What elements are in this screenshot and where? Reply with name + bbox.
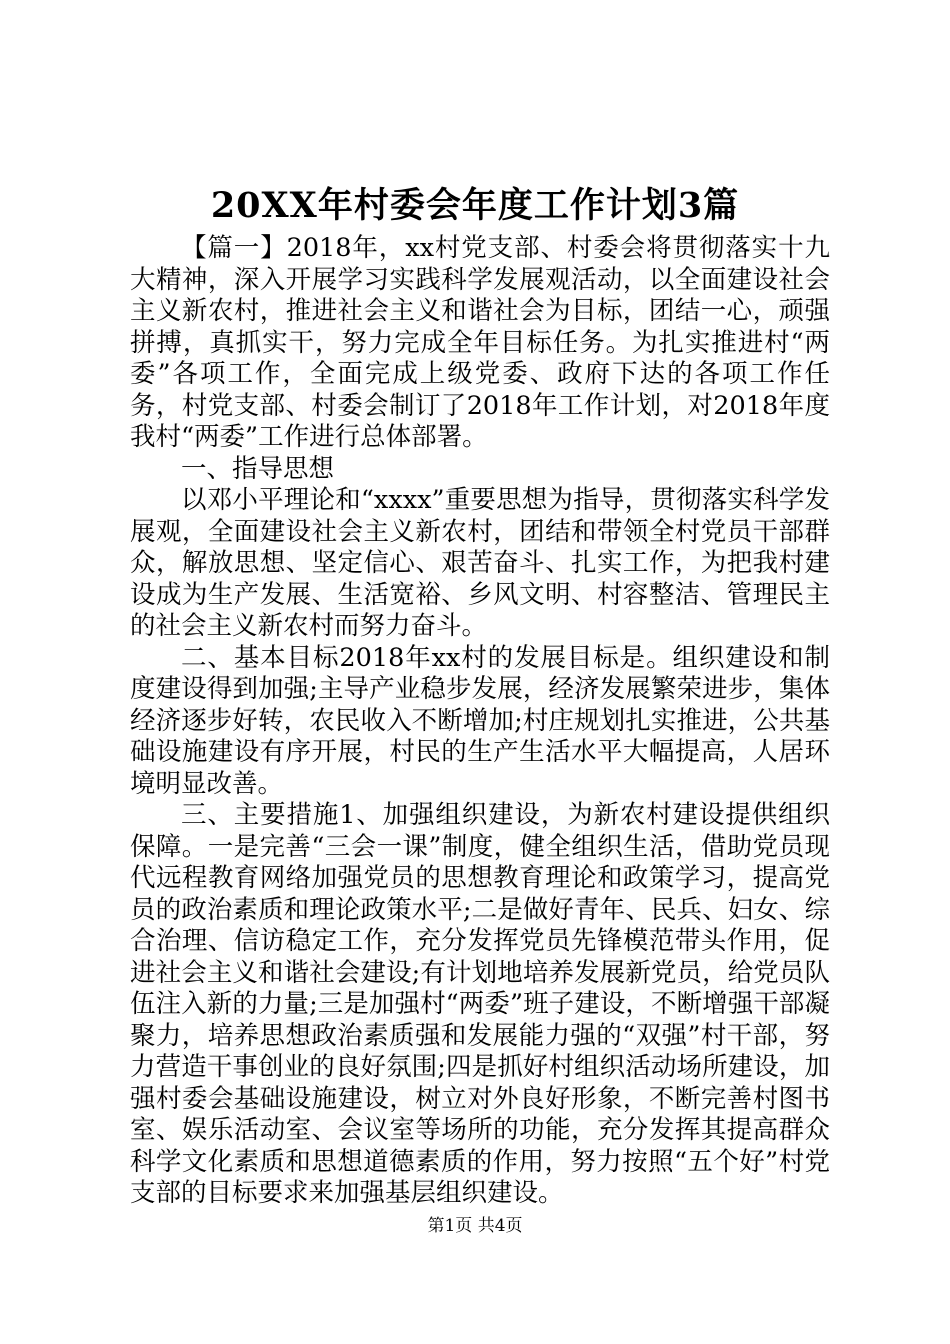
paragraph-intro: 【篇一】2018年，xx村党支部、村委会将贯彻落实十九大精神，深入开展学习实践科学发展观活动，以全面建设社会主义新农村，推进社会主义和谐社会为目标，团结一心，顽强拼搏，真抓实干，努力完成全年目标任务。为扎实推进村“两委”各项工作，全面完成上级党委、政府下达的各项工作任务，村党支部、村委会制订了2018年工作计划，对2018年度我村“两委”工作进行总体部署。 [130,233,830,452]
heading-guiding-ideology: 一、指导思想 [181,453,335,484]
document-body [130,233,830,1210]
paragraph-basic-goals: 二、基本目标2018年xx村的发展目标是。组织建设和制度建设得到加强;主导产业稳步发展，经济发展繁荣进步，集体经济逐步好转，农民收入不断增加;村庄规划扎实推进，公共基础设施建设有序开展，村民的生产生活水平大幅提高，人居环境明显改善。 [130,642,830,799]
paragraph-main-measures: 三、主要措施1、加强组织建设，为新农村建设提供组织保障。一是完善“三会一课”制度，健全组织生活，借助党员现代远程教育网络加强党员的思想教育理论和政策学习，提高党员的政治素质和理论政策水平;二是做好青年、民兵、妇女、综合治理、信访稳定工作，充分发挥党员先锋模范带头作用，促进社会主义和谐社会建设;有计划地培养发展新党员，给党员队伍注入新的力量;三是加强村“两委”班子建设，不断增强干部凝聚力，培养思想政治素质强和发展能力强的“双强”村干部，努力营造干事创业的良好氛围;四是抓好村组织活动场所建设，加强村委会基础设施建设，树立对外良好形象，不断完善村图书室、娱乐活动室、会议室等场所的功能，充分发挥其提高群众科学文化素质和思想道德素质的作用，努力按照“五个好”村党支部的目标要求来加强基层组织建设。 [130,800,830,1208]
paragraph-guiding-ideology: 以邓小平理论和“xxxx”重要思想为指导，贯彻落实科学发展观，全面建设社会主义新农村，团结和带领全村党员干部群众，解放思想、坚定信心、艰苦奋斗、扎实工作，为把我村建设成为生产发展、生活宽裕、乡风文明、村容整洁、管理民主的社会主义新农村而努力奋斗。 [130,485,830,641]
document-title: 20XX年村委会年度工作计划3篇 [210,185,740,226]
page-footer: 第1页 共4页 [427,1216,523,1236]
